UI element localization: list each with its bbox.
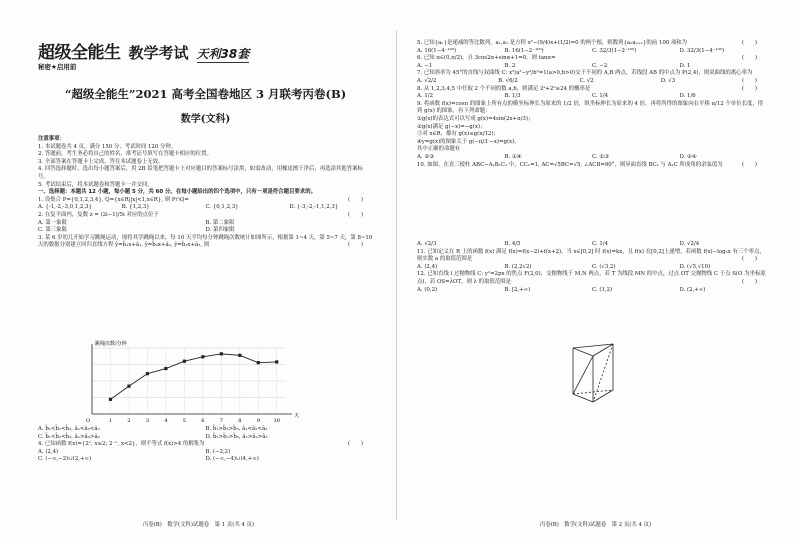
option: C. 第三象限	[38, 227, 67, 234]
option: D. √2/4	[679, 241, 700, 248]
data-point	[164, 367, 167, 370]
option: B. b̂₁>b̂₂>b̂₃, â₁<â₂<â₃	[205, 426, 268, 432]
options	[417, 78, 742, 86]
answer-paren: ( )	[348, 196, 363, 203]
question-8	[417, 86, 767, 101]
footer-left: 丙卷(B) 数学(文科)试题卷 第 1 页(共 4 页)	[142, 522, 255, 528]
options	[417, 154, 767, 162]
answer-paren: ( )	[742, 55, 757, 62]
question-stem: 7. 已知斜率为 45°的直线与双曲线 C: x²/a²−y²/b²=1(a>0,b>0)交于不同的 A,B 两点，若线段 AB 的中点为 P(2,4)，则双曲线的离心率为	[417, 70, 753, 77]
proposition: ①g(x)的表达式可以写成 g(x)=4sin(2x+π/3)；	[417, 115, 534, 122]
options	[417, 241, 767, 249]
option: D. 第四象限	[205, 227, 235, 234]
section-heading: 一、选择题：本题共 12 小题，每小题 5 分，共 60 分。在每小题给出的四个选项中，只有一项是符合题目要求的。	[38, 189, 316, 196]
option: A. √2/2	[417, 77, 437, 84]
option: C. √2	[579, 77, 594, 84]
instruction-item: 4. 回答选择题时，选出每小题答案后，用 2B 铅笔把答题卡上对应题目的答案标号涂黑，如需改动，用橡皮擦干净后，再选涂其他答案标号。	[38, 166, 363, 180]
options	[417, 287, 767, 295]
option: D. (−∞,−4)∪(4,+∞)	[205, 456, 259, 463]
question-stem: 8. 从 1,2,3,4,5 中任取 2 个不同的数 a,b，则满足 2ᵃ+2ᵇ≥24 的概率是	[417, 85, 591, 92]
options	[38, 426, 373, 441]
option: C. 32/3(1−2⁻¹⁰⁰)	[592, 47, 637, 54]
data-point	[257, 361, 260, 364]
option: A. 第一象限	[38, 219, 67, 226]
option: D. b̂₁>b̂₂>b̂₃, â₁>â₂>â₃	[205, 433, 268, 440]
exam-title: “超级全能生”2021 高考全国卷地区 3 月联考丙卷(B)	[64, 87, 347, 101]
options	[38, 204, 373, 212]
option: D. 32/3(1−4⁻¹⁰⁰)	[679, 47, 725, 54]
instruction-item: 3. 全部答案在答题卡上完成，答在本试题卷上无效。	[38, 158, 164, 165]
footer-right: 丙卷(B) 数学(文科)试题卷 第 2 页(共 4 页)	[539, 522, 652, 528]
proposition: ③对 x∈R，都有 g(x)≤g(π/12)；	[417, 131, 499, 138]
origin-label: O	[86, 418, 91, 424]
x-tick-label: 5	[182, 418, 186, 424]
question-stem: 10. 如图，在直三棱柱 ABC−A₁B₁C₁ 中，CC₁=1, AC=√5BC=√5, ∠ACB=90°，则异面直线 BC₁ 与 A₁C 所成角的余弦值为	[417, 161, 723, 168]
rope-skipping-chart	[70, 338, 300, 426]
instructions-heading: 注意事项：	[38, 136, 65, 142]
answer-paren: ( )	[348, 242, 363, 249]
brand-sub: 教学考试	[128, 44, 189, 62]
question-stem: 3. 某 6 岁幼儿开始学习跳绳运动，现将其学跳绳以来，每 10 天平均每分钟跳绳次数统计如图所示，根据第 1~4 天，第 5~7 天，第 8~10 天的数据分别建立回归直线方程 ŷ=b̂₁x+â₁, ŷ=b̂₂x+â₂, ŷ=b̂₃x+â₃, 则	[38, 234, 373, 249]
answer-paren: ( )	[742, 40, 757, 46]
instruction-item: 1. 本试题卷共 4 页，满分 150 分，考试时间 120 分钟。	[38, 143, 177, 150]
option: B. (2,2√2)	[504, 263, 532, 270]
question-stem: 12. 已知直线 l 过抛物线 C: y²=2px 的焦点 F(2,0)，交抛物线于 M,N 两点，若 T 为线段 MN 的中点，过点 OT 交抛物线 C 于点 S(O 为坐标原点)，若 OS=λOT，则 λ 的取值范围是	[417, 271, 766, 286]
option: D. 1/6	[679, 93, 696, 100]
x-axis-label: 天	[294, 413, 300, 419]
exam-subject: 数学(文科)	[180, 114, 231, 125]
option: D. √3	[660, 77, 676, 84]
question-stem: 4. 已知函数 f(x)={2ˣ, x≥2; 2⁻ˣ, x<2}，则不等式 f(x)>4 的解集为	[38, 441, 205, 448]
option: C. b̂₁<b̂₂<b̂₃, â₁>â₂>â₃	[38, 433, 100, 440]
answer-paren: ( )	[742, 161, 757, 168]
option: A. b̂₁<b̂₂<b̂₃, â₁<â₂<â₃	[38, 426, 100, 432]
question-11	[417, 249, 767, 272]
brand-logo	[38, 38, 249, 63]
triangular-prism-figure	[565, 336, 625, 406]
right-column	[417, 40, 767, 294]
question-stem: 1. 设集合 P={0,1,2,3,4}, Q={x∈R||x|<1,x∈R}, 则 P∩Q=	[38, 196, 189, 203]
option: D. ②④	[679, 153, 697, 160]
question-stem: 9. 将函数 f(x)=cosπ 的图象上所有点的横坐标伸长为原来的 1/2 倍，纵坐标伸长为原来的 4 倍，再将所得的图象向右平移 π/12 个单位长度，得到 g(x) 的图象，有下列命题：	[417, 100, 764, 115]
x-tick-label: 10	[273, 418, 280, 424]
question-5	[417, 40, 767, 55]
question-9	[417, 101, 767, 162]
x-tick-label: 3	[145, 418, 150, 424]
question-7	[417, 70, 767, 85]
option: A. {-1,-2,-3,0,1,2,3}	[38, 204, 92, 211]
instruction-item: 5. 考试结束后，将本试题卷和答题卡一并交回。	[38, 181, 153, 188]
option: B. 16(1−2⁻¹⁰⁰)	[504, 47, 544, 54]
x-tick-label: 1	[108, 418, 113, 424]
data-point	[275, 360, 278, 363]
figure-space	[417, 169, 767, 241]
x-tick-label: 4	[164, 418, 168, 424]
option: A. √2/3	[417, 241, 437, 248]
data-point	[146, 372, 149, 375]
data-point	[127, 385, 130, 388]
option: C. (−∞,−2)∪(2,+∞)	[38, 456, 92, 463]
question-stem: 6. 已知 α∈(0,π/2)，且 3cos2α+sinα+1=0，则 tanα=	[417, 55, 556, 62]
data-point	[220, 352, 223, 355]
answer-paren: ( )	[742, 85, 757, 92]
option: B. (−2,2)	[205, 448, 231, 455]
option: A. ②③	[417, 153, 434, 160]
option: B. 4/5	[504, 241, 521, 248]
option: C. (√3,2)	[592, 263, 616, 270]
instruction-item: 2. 答题前，考生务必将自己的姓名、准考证号填写在答题卡相应的位置。	[38, 151, 212, 158]
question-3	[38, 235, 373, 250]
option: B. 1/3	[504, 93, 521, 100]
proposition: ②g(x)满足 g(−x)=−g(x)；	[417, 123, 486, 130]
proposition: 其中正确的命题有	[417, 146, 461, 153]
question-6	[417, 55, 767, 70]
option: A. (2,4)	[417, 263, 438, 270]
option: C. 1/4	[592, 93, 609, 100]
option: B. 第二象限	[205, 219, 235, 226]
answer-paren: ( )	[348, 211, 363, 218]
question-2	[38, 212, 373, 235]
options	[38, 449, 373, 464]
brand-name: 超级全能生	[38, 43, 121, 63]
option: B. [2,+∞)	[504, 286, 531, 293]
option: B. 2	[504, 62, 516, 69]
question-12	[417, 271, 767, 294]
x-tick-label: 2	[127, 418, 131, 424]
option: D. {-3,-2,-1,1,2,3}	[289, 204, 339, 211]
option: A. (2,4)	[38, 448, 59, 455]
series-line	[110, 354, 276, 399]
option: B. ①④	[504, 153, 522, 160]
option: C. (1,2)	[592, 286, 613, 293]
answer-paren: ( )	[742, 256, 757, 263]
answer-paren: ( )	[348, 441, 363, 448]
data-point	[238, 354, 241, 357]
option: B. √6/2	[498, 77, 518, 84]
x-tick-label: 8	[238, 418, 242, 424]
question-stem: 5. 已知{aₙ}是递减的等比数列，a₁,a₂ 是方程 x²−(9/4)x+(1/2)=0 的两个根，则数列{aₙaₙ₊₁}的前 100 项和为	[417, 40, 688, 46]
option: A. 1/2	[417, 93, 433, 100]
secret-label: 秘密★启用前	[38, 63, 77, 71]
option: A. (0,2)	[417, 286, 438, 293]
proposition: ④y=g(x)的图象关于 g(−π/3 −x)=g(x)。	[417, 138, 520, 145]
option: D. 1	[679, 62, 691, 69]
questions-3-4	[38, 426, 373, 464]
question-1	[38, 197, 373, 212]
question-stem: 2. 在复平面内，复数 z = (2i−1)/5i 对应的点位于	[38, 211, 159, 218]
question-4	[38, 441, 373, 464]
page-divider	[396, 30, 397, 520]
option: A. 16(1−4⁻¹⁰⁰)	[417, 47, 457, 54]
data-point	[201, 355, 204, 358]
answer-paren: ( )	[742, 279, 757, 286]
option: C. −2	[592, 62, 608, 69]
option: C. {0,1,2,3}	[205, 204, 239, 211]
question-stem: 11. 已知定义在 R 上的函数 f(x) 满足 f(x)=f(x−2)+f(x+2)，当 x∈[0,2] 时 f(x)=kx，且 f(x) 在[0,2]上递增，若函数 f(x)−log₃x 有三个零点，则实数 a 的取值范围是	[417, 248, 765, 263]
x-tick-label: 7	[219, 418, 223, 424]
option: D. (√5,√10)	[679, 263, 711, 270]
x-tick-label: 6	[201, 418, 205, 424]
data-point	[183, 360, 186, 363]
x-tick-label: 9	[256, 418, 260, 424]
option: C. ①③	[592, 153, 610, 160]
option: B. {1,2,3}	[121, 204, 150, 211]
option: C. 1/4	[592, 241, 609, 248]
data-point	[109, 398, 112, 401]
answer-paren: ( )	[742, 77, 757, 84]
instructions	[38, 136, 373, 250]
brand-tag: 天利38套	[196, 47, 250, 61]
option: D. (2,+∞)	[679, 286, 706, 293]
options	[38, 220, 373, 235]
y-axis-label: 跳绳次数/分钟	[95, 341, 127, 347]
question-10	[417, 162, 767, 249]
option: A. −1	[417, 62, 433, 69]
chart-svg	[70, 338, 300, 426]
options	[417, 93, 767, 101]
